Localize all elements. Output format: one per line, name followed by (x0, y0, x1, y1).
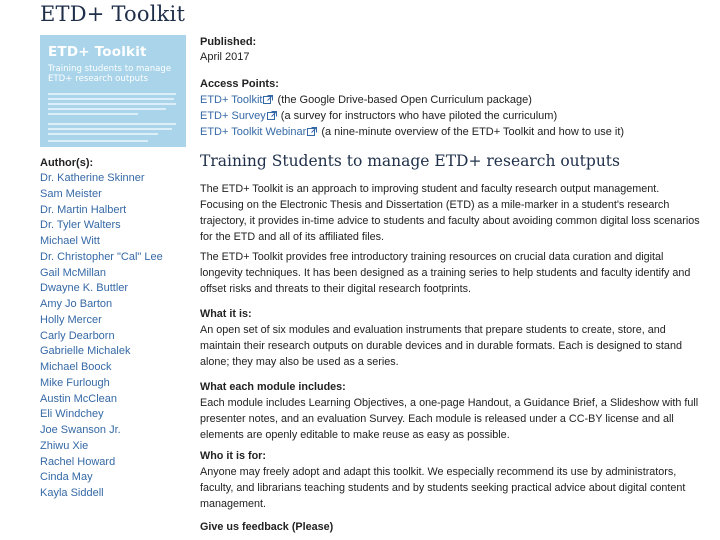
what-it-is-section (200, 306, 705, 370)
author-link[interactable]: Dwayne K. Buttler (40, 282, 129, 295)
external-link-icon (267, 111, 277, 120)
who-it-is-for-text: Anyone may freely adopt and adapt this toolkit. We especially recommend its use by administrators, faculty, and librarians teaching students and by students seeking practical advice about digital content management. (200, 466, 686, 510)
external-link-icon (263, 95, 273, 104)
cover-text-line (48, 93, 176, 95)
author-link[interactable]: Cinda May (40, 471, 93, 484)
author-link[interactable]: Joe Swanson Jr. (40, 424, 121, 436)
module-includes-text: Each module includes Learning Objectives, a one-page Handout, a Guidance Brief, a Slideshow with full presenter notes, and an evaluation Survey. Each module is released under a CC-BY license and all elements are openly editable to make reuse as easy as possible. (200, 397, 699, 441)
access-point-desc: (the Google Drive-based Open Curriculum package) (277, 94, 532, 106)
author-link[interactable]: Michael Boock (40, 361, 112, 373)
access-point-item (200, 108, 705, 124)
cover-text-line (48, 98, 174, 100)
feedback-label: Give us feedback (Please) (200, 521, 334, 533)
author-link[interactable]: Zhiwu Xie (40, 439, 89, 452)
author-link[interactable]: Gabrielle Michalek (40, 345, 131, 358)
access-points-label: Access Points: (200, 78, 279, 90)
author-link[interactable]: Dr. Tyler Walters (40, 219, 121, 232)
cover-text-line (48, 140, 148, 142)
cover-text-line (48, 133, 158, 135)
access-point-desc: (a nine-minute overview of the ETD+ Toolkit and how to use it) (321, 126, 625, 138)
author-link[interactable]: Mike Furlough (40, 376, 110, 389)
author-link[interactable]: Michael Witt (40, 235, 100, 247)
authors-section (40, 155, 190, 502)
author-link[interactable]: Amy Jo Barton (40, 298, 113, 310)
author-link[interactable]: Dr. Katherine Skinner (40, 172, 145, 184)
author-link[interactable]: Dr. Christopher "Cal" Lee (40, 250, 163, 263)
metadata-section (200, 35, 705, 140)
author-link[interactable]: Gail McMillan (40, 266, 107, 279)
author-link[interactable]: Dr. Martin Halbert (40, 203, 127, 216)
external-link-icon (307, 127, 317, 136)
author-link[interactable]: Kayla Siddell (40, 487, 104, 499)
author-link[interactable]: Austin McClean (40, 392, 118, 405)
access-point-item (200, 124, 705, 140)
access-point-item (200, 92, 705, 108)
intro-paragraph: The ETD+ Toolkit is an approach to improving student and faculty research output management. Focusing on the Electronic Thesis and Dissertation (ETD) as a mile-marker in a student's research trajectory, it provides in-time advice to students and faculty about avoiding common digital loss scenarios for the ETD and all of its affiliated files. (200, 183, 700, 243)
author-link[interactable]: Sam Meister (40, 187, 102, 200)
cover-text-line (48, 128, 172, 130)
author-link[interactable]: Rachel Howard (40, 455, 116, 468)
module-includes-section (200, 379, 705, 443)
author-list (40, 171, 190, 502)
cover-image (40, 35, 186, 147)
author-link[interactable]: Eli Windchey (40, 408, 104, 421)
authors-label: Author(s): (40, 157, 94, 169)
published-date: April 2017 (200, 51, 250, 63)
cover-text-line (48, 103, 176, 105)
who-it-is-for-section (200, 448, 705, 512)
author-link[interactable]: Holly Mercer (40, 313, 102, 326)
page-title: ETD+ Toolkit (40, 2, 186, 26)
webinar-link[interactable]: ETD+ Toolkit Webinar (200, 126, 307, 138)
cover-title: ETD+ Toolkit (48, 44, 147, 60)
author-link[interactable]: Carly Dearborn (40, 329, 115, 342)
module-includes-label: What each module includes: (200, 381, 346, 393)
toolkit-link[interactable]: ETD+ Toolkit (200, 94, 263, 106)
training-paragraph: The ETD+ Toolkit provides free introductory training resources on crucial data curation and digital longevity techniques. It has been designed as a training series to help students and faculty identify and offset risks and threats to their digital research footprints. (200, 251, 691, 295)
section-heading: Training Students to manage ETD+ research outputs (200, 152, 620, 170)
what-it-is-label: What it is: (200, 308, 252, 320)
access-points-list (200, 92, 705, 140)
survey-link[interactable]: ETD+ Survey (200, 110, 266, 122)
cover-text-line (48, 123, 176, 125)
cover-text-line (48, 113, 138, 115)
access-point-desc: (a survey for instructors who have piloted the curriculum) (280, 110, 558, 122)
who-it-is-for-label: Who it is for: (200, 450, 266, 462)
cover-subtitle: Training students to manage ETD+ research outputs (48, 64, 172, 84)
published-label: Published: (200, 36, 257, 48)
cover-text-line (48, 108, 166, 110)
what-it-is-text: An open set of six modules and evaluation instruments that prepare students to create, store, and maintain their research outputs on durable devices and in durable formats. Each is designed to stand alone; they may also be used as a series. (200, 324, 682, 368)
